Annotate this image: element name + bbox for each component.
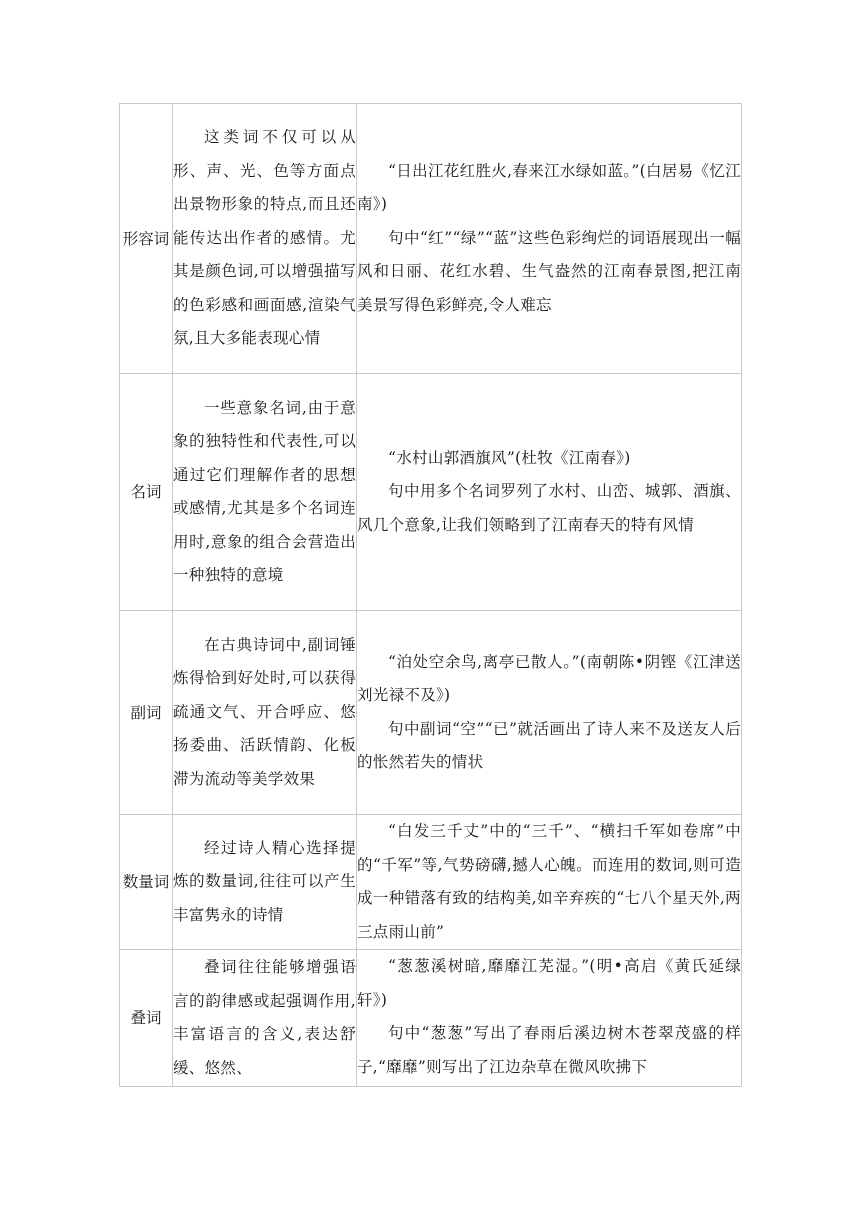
example-analysis: 句中用多个名词罗列了水村、山峦、城郭、酒旗、风几个意象,让我们领略到了江南春天的特有风情 xyxy=(357,482,741,534)
example-cell xyxy=(357,611,742,815)
description-cell xyxy=(173,950,357,1087)
example-cell xyxy=(357,950,742,1087)
table-row-noun xyxy=(120,374,742,611)
example-analysis: 句中“红”“绿”“蓝”这些色彩绚烂的词语展现出一幅风和日丽、花红水碧、生气盎然的江南春景图,把江南美景写得色彩鲜亮,令人难忘 xyxy=(357,228,741,314)
example-analysis: “白发三千丈”中的“三千”、“横扫千军如卷席”中的“千军”等,气势磅礴,撼人心魄。而连用的数词,则可造成一种错落有致的结构美,如辛弃疾的“七八个星天外,两三点雨山前” xyxy=(357,822,741,941)
description-text: 在古典诗词中,副词锤炼得恰到好处时,可以获得疏通文气、开合呼应、悠扬委曲、活跃情韵、化板滞为流动等美学效果 xyxy=(173,635,356,788)
example-cell xyxy=(357,374,742,611)
example-analysis: 句中副词“空”“已”就活画出了诗人来不及送友人后的怅然若失的情状 xyxy=(357,719,741,771)
category-cell: 形容词 xyxy=(120,104,173,374)
category-cell: 叠词 xyxy=(120,950,173,1087)
example-analysis: 句中“葱葱”写出了春雨后溪边树木苍翠茂盛的样子,“靡靡”则写出了江边杂草在微风吹拂下 xyxy=(357,1024,741,1076)
category-cell: 数量词 xyxy=(120,815,173,950)
example-cell xyxy=(357,815,742,950)
table-row-reduplicated xyxy=(120,950,742,1087)
description-text: 经过诗人精心选择提炼的数量词,往往可以产生丰富隽永的诗情 xyxy=(173,838,356,924)
vocabulary-table-page xyxy=(119,103,741,1087)
description-text: 叠词往往能够增强语言的韵律感或起强调作用,丰富语言的含义,表达舒缓、悠然、 xyxy=(173,958,356,1077)
example-quote: “泊处空余鸟,离亭已散人。”(南朝陈•阴铿《江津送刘光禄不及》) xyxy=(357,652,741,704)
category-cell: 副词 xyxy=(120,611,173,815)
table-row-adverb xyxy=(120,611,742,815)
example-cell xyxy=(357,104,742,374)
example-quote: “水村山郭酒旗风”(杜牧《江南春》) xyxy=(388,448,631,467)
word-type-table xyxy=(119,103,742,1087)
example-quote: “日出江花红胜火,春来江水绿如蓝。”(白居易《忆江南》) xyxy=(357,161,741,214)
description-cell xyxy=(173,815,357,950)
description-cell xyxy=(173,611,357,815)
description-text: 一些意象名词,由于意象的独特性和代表性,可以通过它们理解作者的思想或感情,尤其是多个名词连用时,意象的组合会营造出一种独特的意境 xyxy=(173,398,356,584)
table-row-numeral xyxy=(120,815,742,950)
description-text: 这类词不仅可以从形、声、光、色等方面点出景物形象的特点,而且还能传达出作者的感情。尤其是颜色词,可以增强描写的色彩感和画面感,渲染气氛,且大多能表现心情 xyxy=(173,128,356,348)
table-row-adjective xyxy=(120,104,742,374)
description-cell xyxy=(173,104,357,374)
example-quote: “葱葱溪树暗,靡靡江芜湿。”(明•高启《黄氏延绿轩》) xyxy=(357,957,741,1009)
description-cell xyxy=(173,374,357,611)
category-cell: 名词 xyxy=(120,374,173,611)
